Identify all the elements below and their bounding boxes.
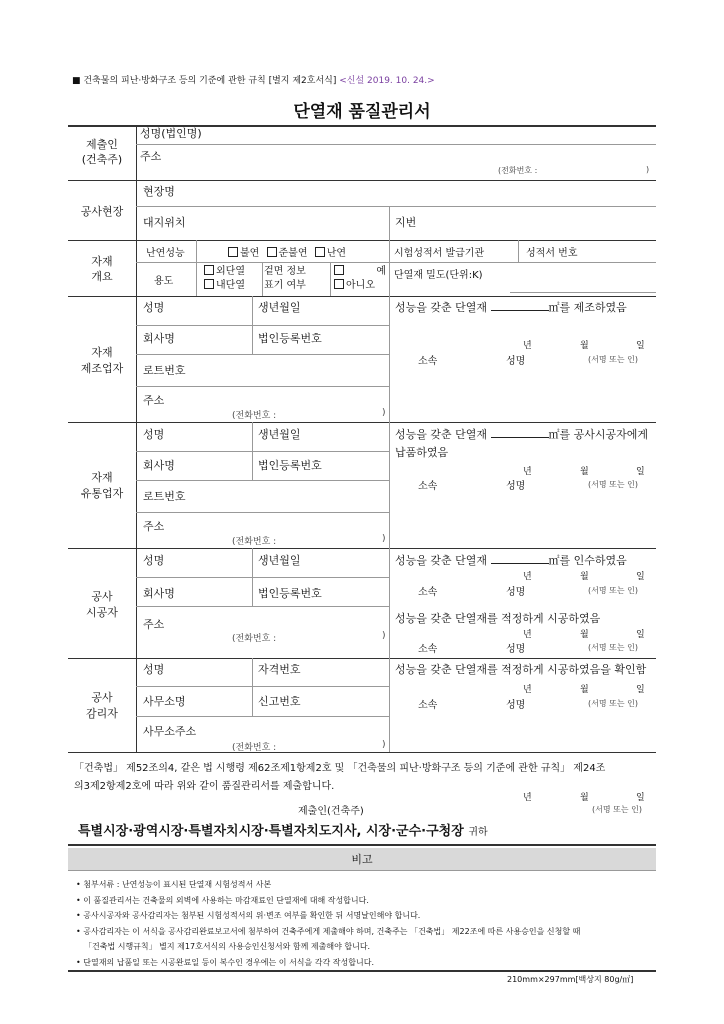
remarks-notes (76, 877, 580, 970)
distributor-address-label: 주소 (143, 520, 165, 533)
note-item: • 이 품질관리서는 건축물의 외벽에 사용하는 마감재료인 단열재에 대해 작성합니다. (76, 895, 369, 905)
legal-reference: ■ 건축물의 피난·방화구조 등의 기준에 관한 규칙 [별지 제2호서식] <신설 2019. 10. 24.> (72, 76, 435, 86)
contractor-birth-label: 생년월일 (258, 554, 301, 567)
manufacturer-address-label: 주소 (143, 394, 165, 407)
marking-yes-checkbox[interactable] (334, 265, 344, 275)
manufacturer-section-label: 자재 제조업자 (80, 346, 124, 375)
contractor-company-label: 회사명 (143, 587, 175, 600)
supervisor-name-label: 성명 (143, 663, 165, 676)
contractor-corpno-label: 법인등록번호 (258, 587, 322, 600)
supervisor-office-label: 사무소명 (143, 695, 186, 708)
manufacturer-name-label: 성명 (143, 301, 165, 314)
supervisor-qual-label: 자격번호 (258, 663, 301, 676)
submitter-section-label: 제출인 (건축주) (81, 138, 123, 166)
marking-no-checkbox[interactable] (334, 279, 344, 289)
paper-spec: 210mm×297mm[백상지 80g/㎡] (507, 975, 634, 984)
recipient: 특별시장·광역시장·특별자치시장·특별자치도지사, 시장·군수·구청장 귀하 (78, 824, 488, 839)
declaration-line-1: 「건축법」 제52조의4, 같은 법 시행령 제62조제1항제2호 및 「건축물의 피난·방화구조 등의 기준에 관한 규칙」 제24조 (74, 763, 606, 774)
usage-options: 외단열 내단열 (204, 265, 245, 293)
flame-quasi-checkbox[interactable] (267, 247, 277, 257)
submitter-phone: (전화번호 : (498, 166, 538, 175)
supervisor-section-label: 공사 감리자 (86, 691, 118, 720)
contractor-name-label: 성명 (143, 554, 165, 567)
contractor-section-label: 공사 시공자 (86, 590, 118, 619)
marking-label: 겉면 정보 표기 여부 (264, 266, 306, 291)
flame-options: 불연 준불연 난연 (228, 244, 346, 259)
supervisor-office-address-label: 사무소주소 (143, 725, 197, 738)
outer-insulation-checkbox[interactable] (204, 265, 214, 275)
supervisor-reportno-label: 신고번호 (258, 695, 301, 708)
manufacturer-company-label: 회사명 (143, 332, 175, 345)
note-item: 「건축법 시행규칙」 별지 제17호서식의 사용승인신청서와 함께 제출해야 합니다. (84, 942, 371, 951)
manufacturer-statement: 성능을 갖춘 단열재 ㎡를 제조하였음 (395, 301, 627, 314)
density-label: 단열재 밀도(단위:K) (394, 270, 483, 281)
manufacturer-lot-label: 로트번호 (143, 364, 186, 377)
flame-retardant-checkbox[interactable] (315, 247, 325, 257)
distributor-corpno-label: 법인등록번호 (258, 459, 322, 472)
distributor-lot-label: 로트번호 (143, 490, 186, 503)
contractor-address-label: 주소 (143, 618, 165, 631)
remarks-title: 비고 (351, 853, 373, 866)
distributor-statement: 성능을 갖춘 단열재 ㎡를 공사시공자에게 (395, 428, 649, 441)
contractor-statement: 성능을 갖춘 단열재 ㎡를 인수하였음 (395, 554, 627, 567)
distributor-company-label: 회사명 (143, 459, 175, 472)
manufacturer-corpno-label: 법인등록번호 (258, 332, 322, 345)
site-name-label: 현장명 (143, 185, 175, 198)
manufacturer-birth-label: 생년월일 (258, 301, 301, 314)
contractor-install-statement: 성능을 갖춘 단열재를 적정하게 시공하였음 (395, 612, 601, 625)
declaration-line-2: 의3제2항제2호에 따라 위와 같이 품질관리서를 제출합니다. (74, 781, 335, 792)
supervisor-statement: 성능을 갖춘 단열재를 적정하게 시공하였음을 확인함 (395, 663, 647, 676)
flame-nonflammable-checkbox[interactable] (228, 247, 238, 257)
submitter-address-label: 주소 (140, 150, 162, 163)
note-item: • 공사감리자는 이 서식을 공사감리완료보고서에 첨부하여 건축주에게 제출해야 하며, 건축주는 「건축법」 제22조에 따른 사용승인을 신청할 때 (76, 926, 581, 936)
site-section-label: 공사현장 (80, 205, 124, 218)
inner-insulation-checkbox[interactable] (204, 279, 214, 289)
note-item: • 단열재의 납품일 또는 시공완료일 등이 복수인 경우에는 이 서식을 각각 작성합니다. (76, 957, 374, 967)
submitter-name-label: 성명(법인명) (140, 127, 202, 140)
site-location-label: 대지위치 (143, 216, 186, 229)
distributor-section-label: 자재 유통업자 (80, 471, 124, 500)
issuer-label: 시험성적서 발급기관 (394, 248, 485, 259)
report-no-label: 성적서 번호 (526, 248, 578, 259)
page-title: 단열재 품질관리서 (293, 102, 431, 122)
declaration-submitter: 제출인(건축주) (298, 806, 364, 817)
marking-options: 예 아니오 (334, 265, 386, 293)
usage-label: 용도 (154, 276, 174, 287)
material-section-label: 자재 개요 (91, 255, 113, 283)
site-lot-label: 지번 (395, 216, 417, 229)
note-item: • 공사시공자와 공사감리자는 첨부된 시험성적서의 위·변조 여부를 확인한 뒤 서명날인해야 합니다. (76, 911, 421, 920)
distributor-name-label: 성명 (143, 428, 165, 441)
flame-label: 난연성능 (146, 248, 185, 259)
note-item: • 첨부서류 : 난연성능이 표시된 단열재 시험성적서 사본 (76, 880, 272, 889)
distributor-birth-label: 생년월일 (258, 428, 301, 441)
